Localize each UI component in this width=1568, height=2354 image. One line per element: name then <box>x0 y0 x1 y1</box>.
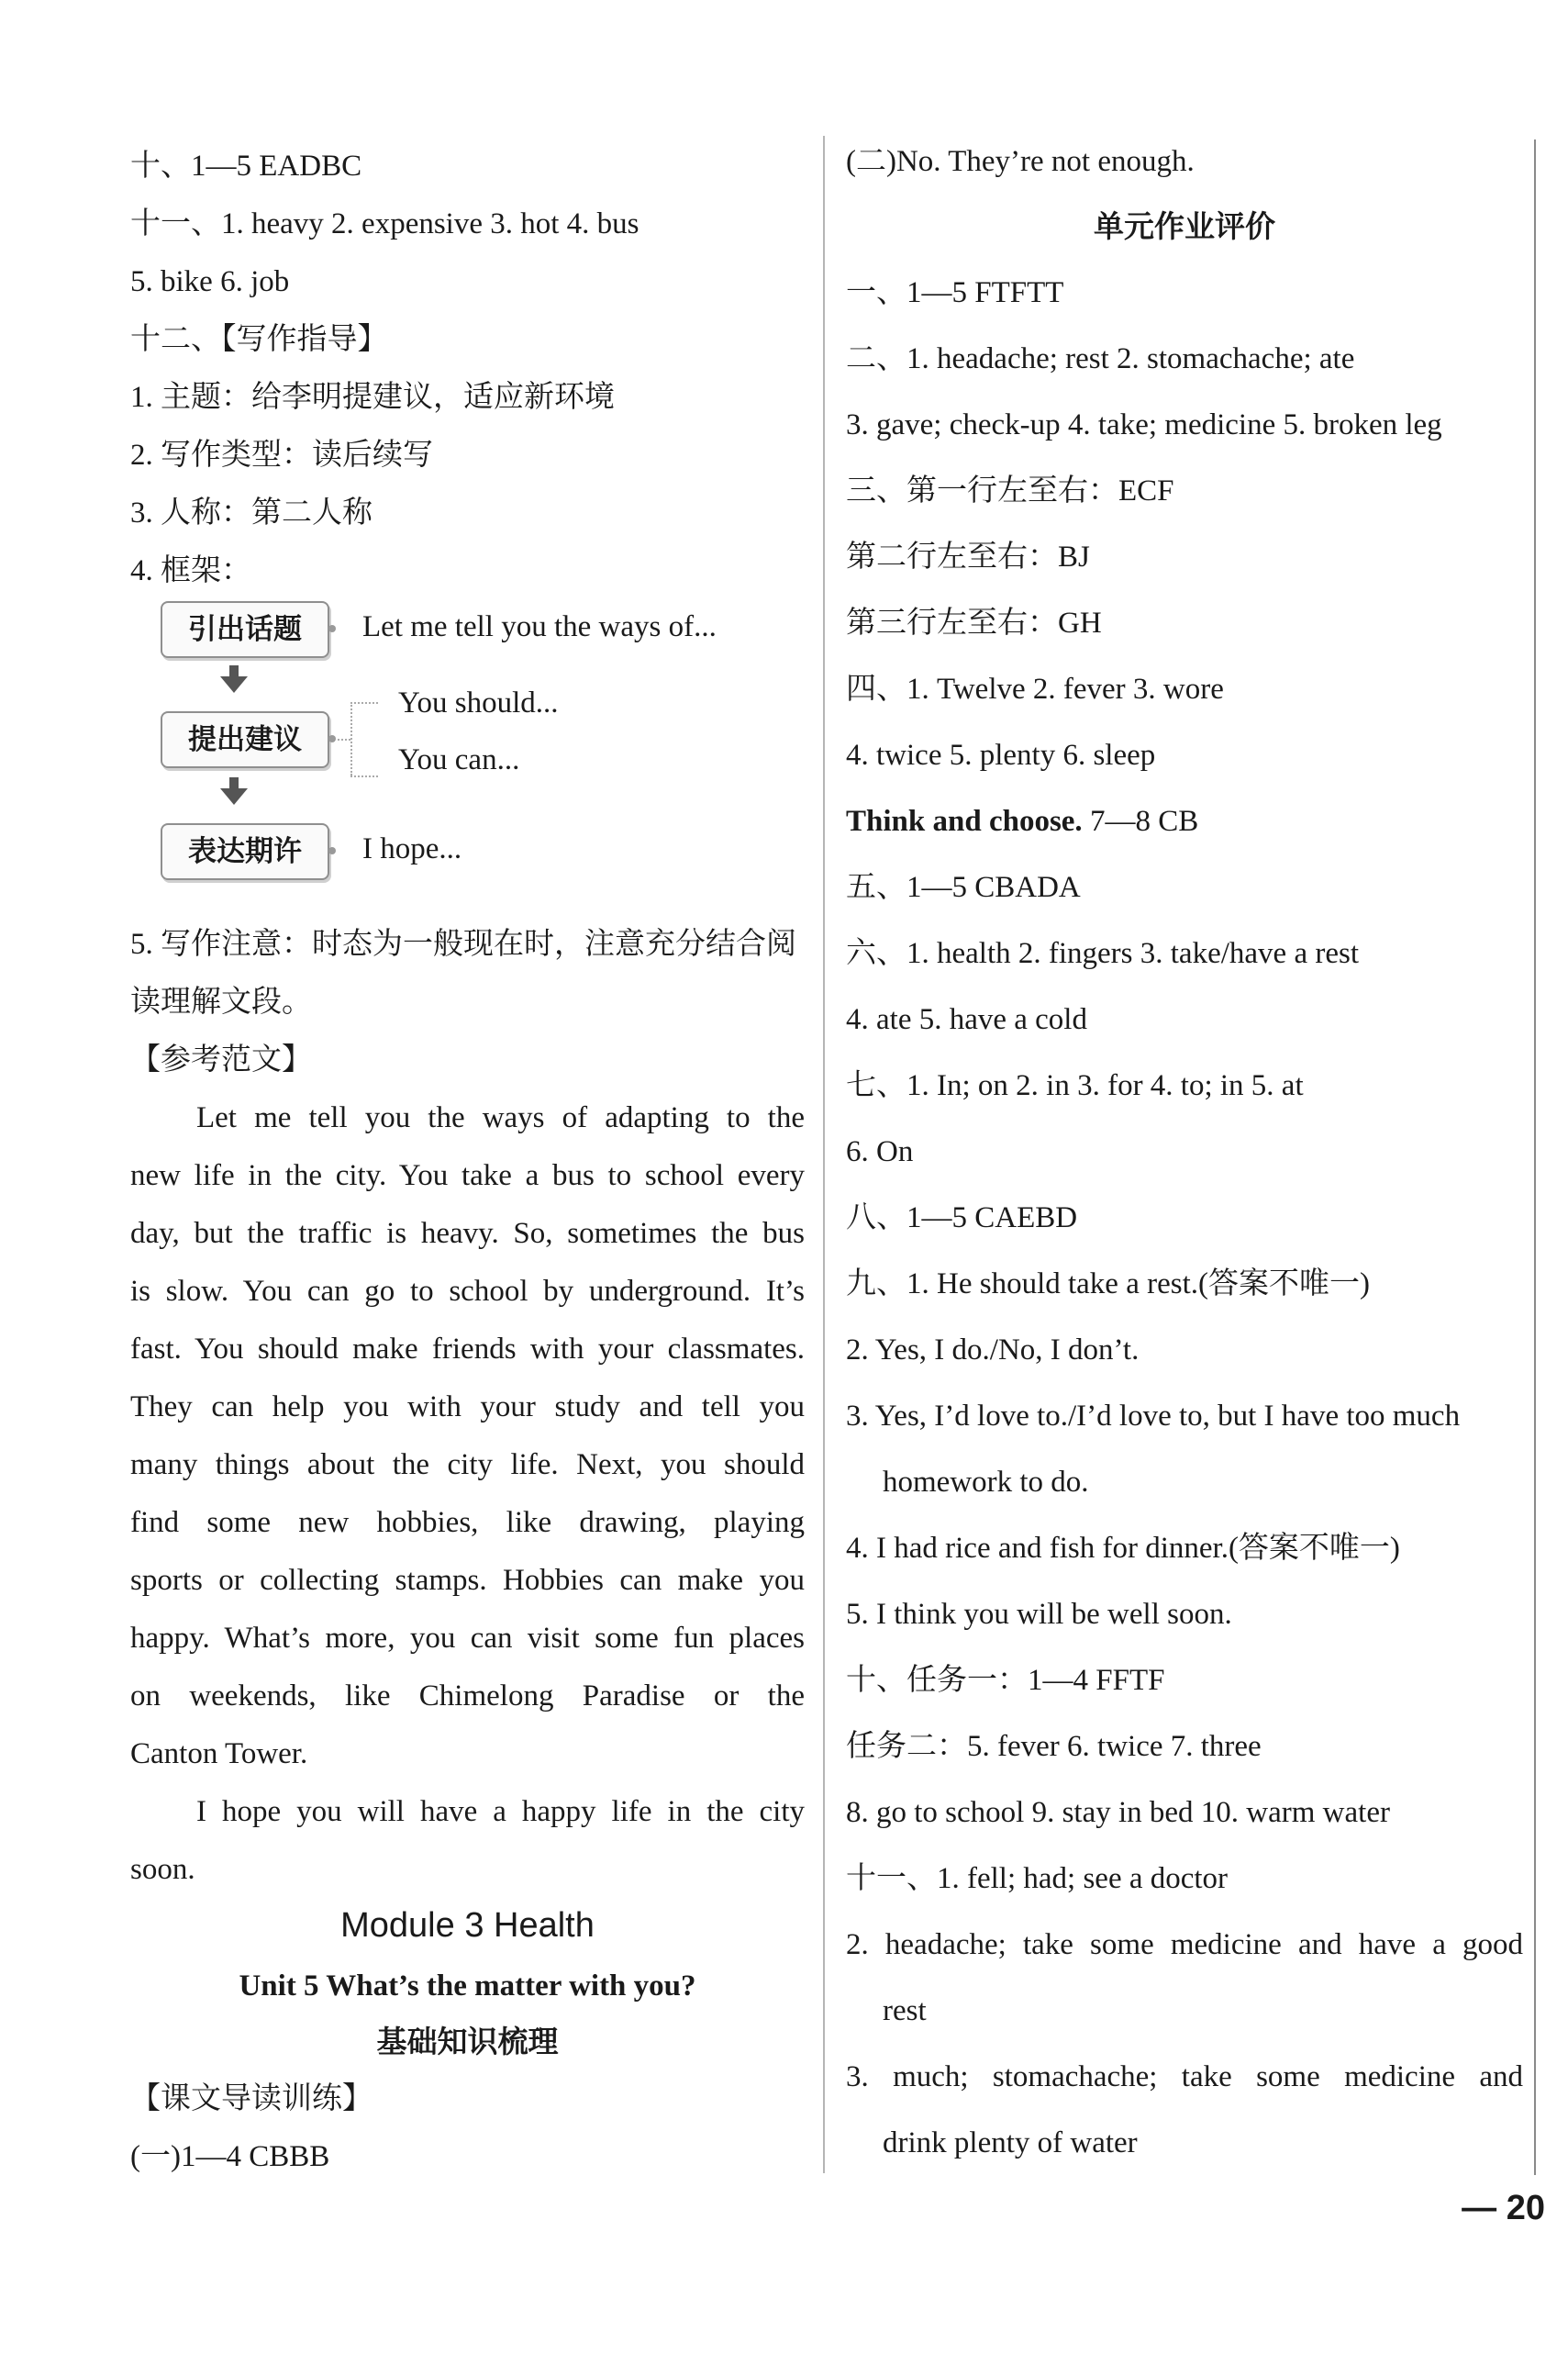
right-margin-rule <box>1534 139 1536 2175</box>
answer-line: 第三行左至右：GH <box>846 607 1102 640</box>
module-title: Module 3 Health <box>340 1906 595 1945</box>
answer-line: 读理解文段。 <box>130 986 312 1019</box>
answer-line: 四、1. Twelve 2. fever 3. wore <box>846 673 1224 706</box>
answer-line: 十一、1. fell; had; see a doctor <box>846 1862 1229 1895</box>
answer-line: 任务二：5. fever 6. twice 7. three <box>846 1730 1262 1763</box>
answer-line: 2. 写作类型：读后续写 <box>130 439 433 472</box>
answer-line: 九、1. He should take a rest.(答案不唯一) <box>846 1267 1370 1300</box>
page-number: — 20 <box>1462 2189 1545 2227</box>
essay-line: They can help you with your study and tell you <box>130 1390 805 1423</box>
frame-text: I hope... <box>362 832 462 865</box>
answer-line: 六、1. health 2. fingers 3. take/have a rest <box>846 937 1359 970</box>
section-title: 基础知识梳理 <box>376 2024 559 2059</box>
column-divider <box>823 136 825 2173</box>
answer-line: 第二行左至右：BJ <box>846 541 1090 574</box>
frame-text: You should... <box>398 686 559 720</box>
answer-line: 1. 主题：给李明提建议，适应新环境 <box>130 381 615 414</box>
connector-dot <box>328 625 336 632</box>
essay-line: is slow. You can go to school by underground. It’s <box>130 1275 805 1308</box>
essay-line: I hope you will have a happy life in the city <box>196 1795 805 1828</box>
answer-line: 三、第一行左至右：ECF <box>846 474 1174 508</box>
answer-line: 8. go to school 9. stay in bed 10. warm water <box>846 1796 1390 1829</box>
answer-line <box>846 807 1198 837</box>
frame-box-express-hope: 表达期许 <box>161 823 329 880</box>
answer-line: 3. much; stomachache; take some medicine and <box>846 2060 1523 2093</box>
answer-line: 十一、1. heavy 2. expensive 3. hot 4. bus <box>130 207 639 240</box>
answer-line: 4. twice 5. plenty 6. sleep <box>846 739 1156 772</box>
answer-line: 【参考范文】 <box>130 1043 312 1077</box>
connector-line <box>350 702 378 704</box>
answer-line: 2. headache; take some medicine and have a good <box>846 1928 1523 1961</box>
answer-line: 七、1. In; on 2. in 3. for 4. to; in 5. at <box>846 1069 1304 1102</box>
essay-line: find some new hobbies, like drawing, playing <box>130 1506 805 1539</box>
answer-line: 3. Yes, I’d love to./I’d love to, but I have too much <box>846 1400 1461 1433</box>
framework-diagram <box>130 601 805 904</box>
answer-line: drink plenty of water <box>883 2126 1138 2159</box>
answer-line: 3. 人称：第二人称 <box>130 496 373 530</box>
essay-line: on weekends, like Chimelong Paradise or the <box>130 1679 805 1713</box>
answer-line: 4. ate 5. have a cold <box>846 1003 1087 1036</box>
connector-dot <box>328 735 336 742</box>
answer-line: 八、1—5 CAEBD <box>846 1201 1078 1234</box>
think-and-choose-answer: 7—8 CB <box>1082 805 1199 838</box>
essay-line: many things about the city life. Next, you should <box>130 1448 805 1481</box>
essay-line: day, but the traffic is heavy. So, sometimes the bus <box>130 1217 805 1250</box>
answer-line: (二)No. They’re not enough. <box>846 145 1195 178</box>
essay-line: new life in the city. You take a bus to school every <box>130 1159 805 1192</box>
answer-line: rest <box>883 1994 927 2027</box>
answer-line: (一)1—4 CBBB <box>130 2140 330 2173</box>
answer-line: 五、1—5 CBADA <box>846 871 1081 904</box>
connector-line <box>350 775 378 777</box>
essay-line: happy. What’s more, you can visit some fun places <box>130 1622 805 1655</box>
arrow-down-icon <box>220 676 248 693</box>
answer-line: 2. Yes, I do./No, I don’t. <box>846 1333 1140 1367</box>
answer-line: 二、1. headache; rest 2. stomachache; ate <box>846 342 1355 375</box>
answer-line: homework to do. <box>883 1466 1089 1499</box>
answer-line: 6. On <box>846 1135 914 1168</box>
answer-line: 【课文导读训练】 <box>130 2082 373 2115</box>
answer-line: 十、任务一：1—4 FFTF <box>846 1664 1165 1697</box>
answer-line: 4. I had rice and fish for dinner.(答案不唯一) <box>846 1532 1400 1565</box>
essay-line: sports or collecting stamps. Hobbies can make you <box>130 1564 805 1597</box>
arrow-down-icon <box>220 788 248 805</box>
arrow-stem <box>229 665 239 676</box>
answer-line: 5. bike 6. job <box>130 265 290 298</box>
answer-line: 5. 写作注意：时态为一般现在时，注意充分结合阅 <box>130 928 796 961</box>
connector-bracket <box>350 702 352 775</box>
frame-box-give-advice: 提出建议 <box>161 711 329 768</box>
essay-line: Let me tell you the ways of adapting to the <box>196 1101 805 1134</box>
answer-line: 5. I think you will be well soon. <box>846 1598 1232 1631</box>
connector-dot <box>328 847 336 854</box>
answer-line: 4. 框架： <box>130 554 251 587</box>
answer-line: 十、1—5 EADBC <box>130 150 362 183</box>
frame-text: You can... <box>398 743 520 776</box>
essay-line: fast. You should make friends with your classmates. <box>130 1333 805 1366</box>
think-and-choose-label: Think and choose. <box>846 805 1083 838</box>
answer-line: 3. gave; check-up 4. take; medicine 5. broken leg <box>846 408 1442 441</box>
answer-line: 一、1—5 FTFTT <box>846 276 1064 309</box>
essay-line: soon. <box>130 1853 195 1886</box>
answer-line: 十二、【写作指导】 <box>130 323 388 356</box>
essay-line: Canton Tower. <box>130 1737 308 1770</box>
frame-box-introduce-topic: 引出话题 <box>161 601 329 658</box>
section-heading: 单元作业评价 <box>1094 208 1275 244</box>
frame-text: Let me tell you the ways of... <box>362 610 717 643</box>
arrow-stem <box>229 777 239 788</box>
unit-title: Unit 5 What’s the matter with you? <box>239 1969 696 2003</box>
connector-line <box>338 739 350 741</box>
